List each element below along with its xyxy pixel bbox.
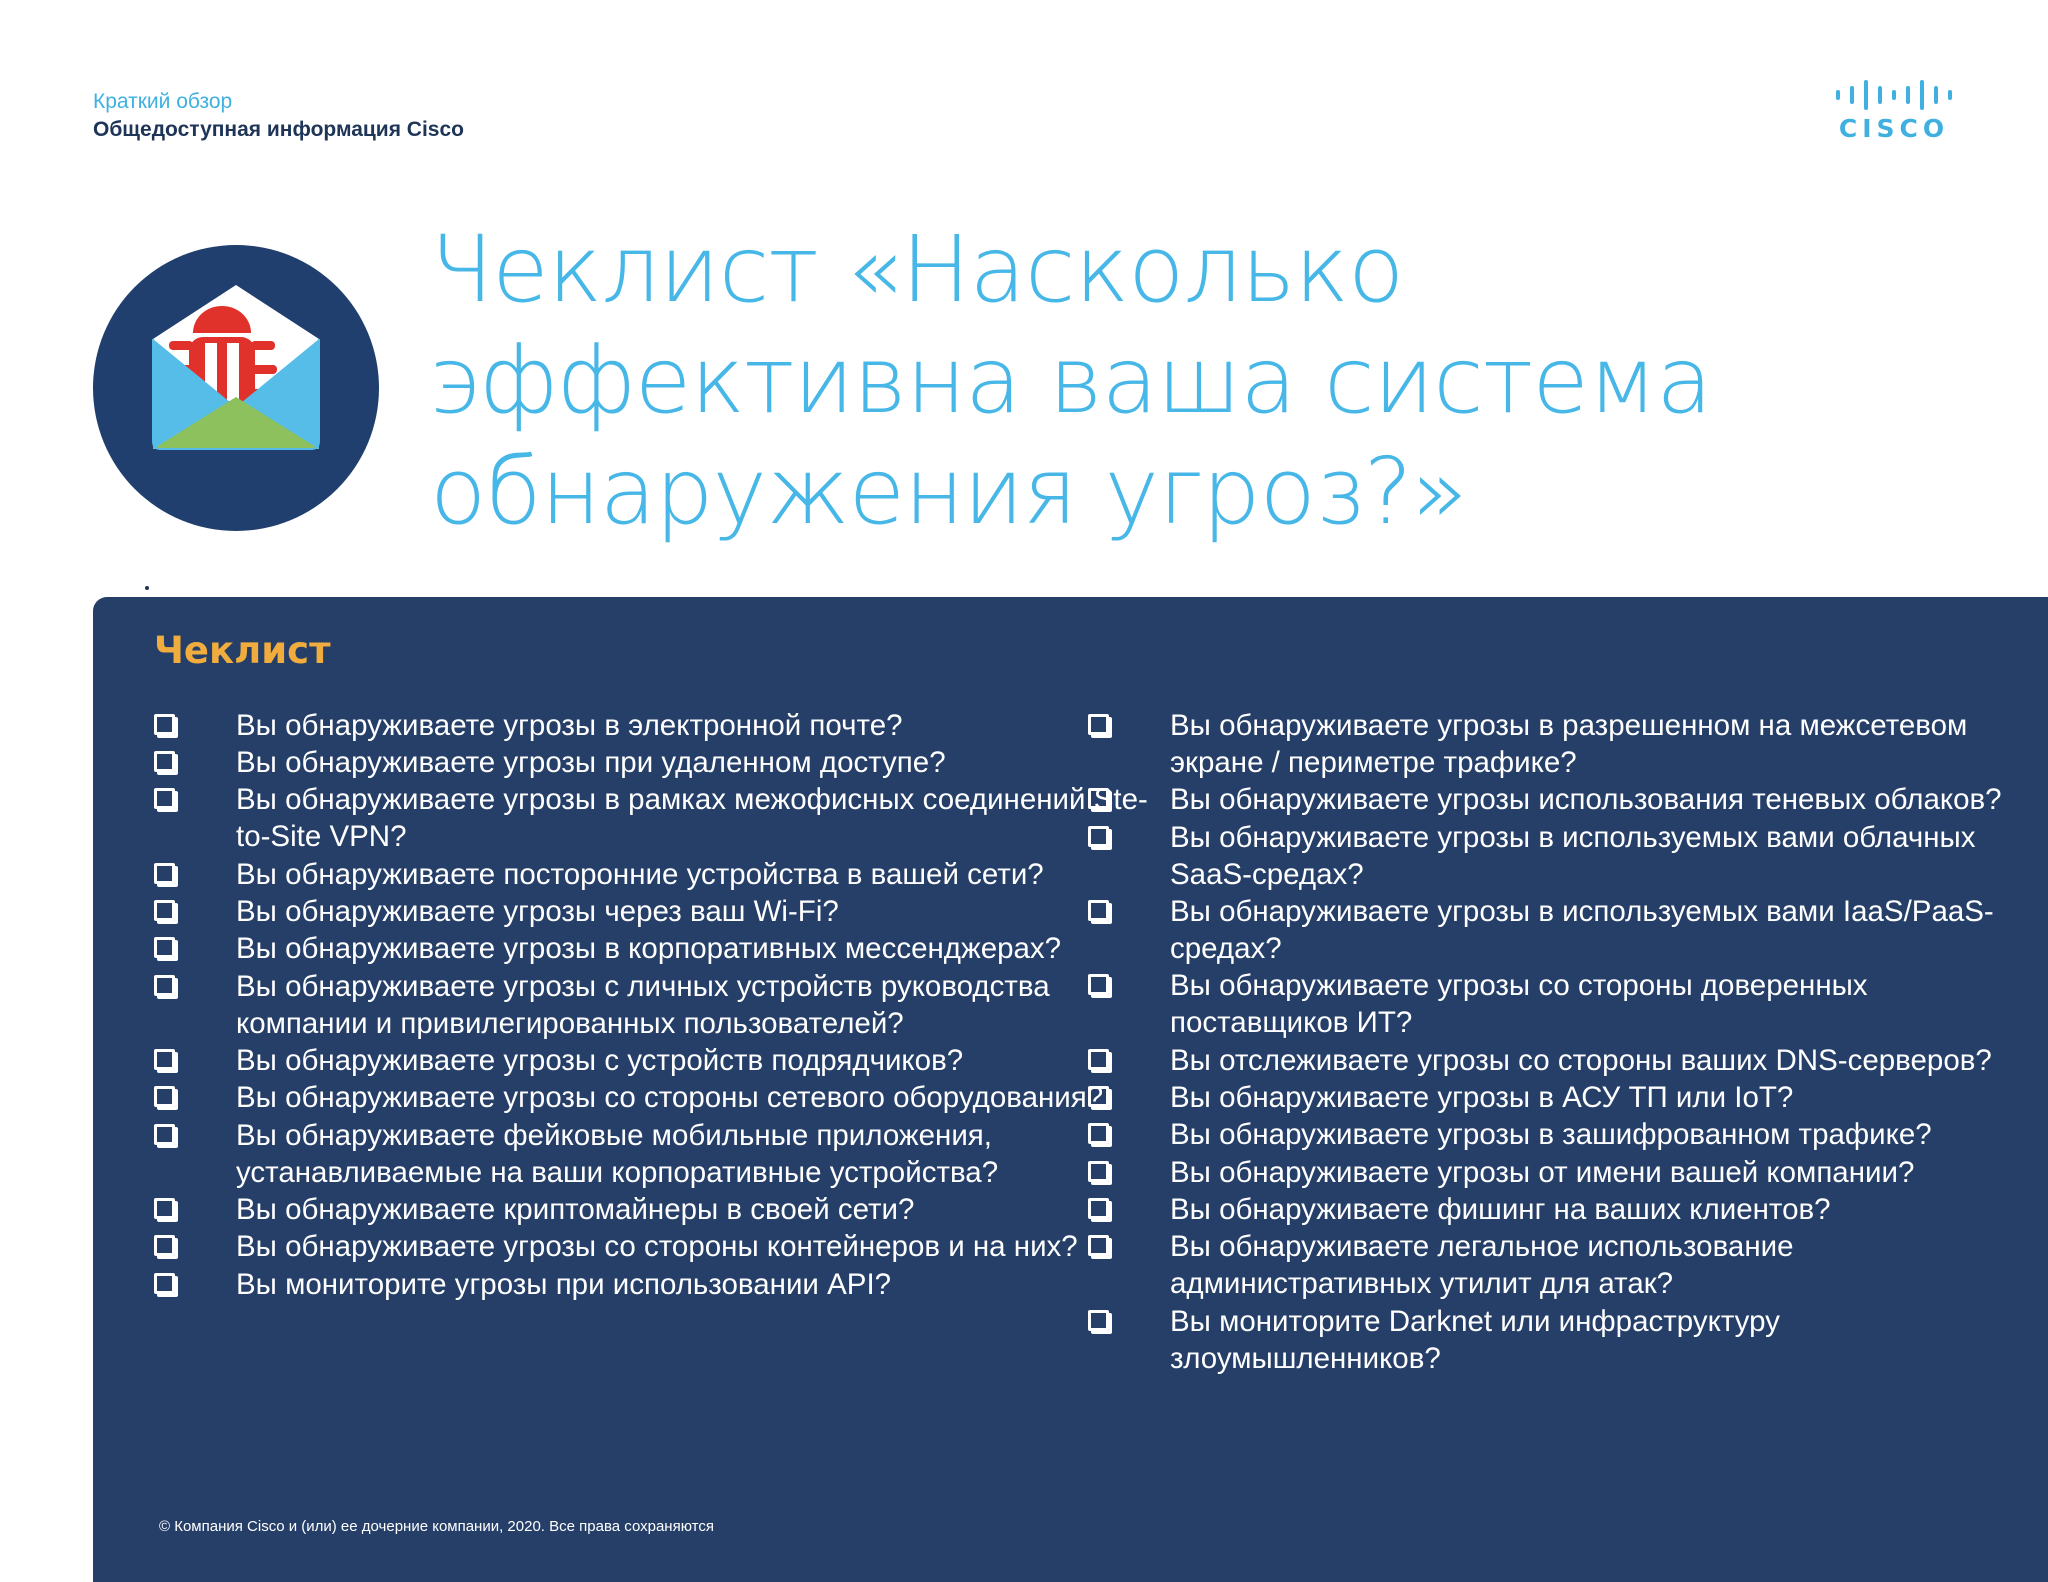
checkbox-icon[interactable]	[1088, 1123, 1109, 1144]
checklist-item[interactable]	[154, 707, 1154, 744]
checkbox-icon[interactable]	[154, 1124, 175, 1145]
cisco-logo-wordmark: CISCO	[1838, 114, 1950, 143]
checklist-item[interactable]	[154, 781, 1154, 855]
checklist-heading: Чеклист	[154, 629, 331, 672]
checklist-item-text: Вы обнаруживаете фейковые мобильные приложения, устанавливаемые на ваши корпоративные устройства?	[236, 1119, 999, 1189]
checklist-panel	[93, 597, 2048, 1582]
checklist-item[interactable]	[1088, 1042, 2028, 1079]
checklist-item[interactable]	[154, 856, 1154, 893]
checkbox-icon[interactable]	[154, 863, 175, 884]
checklist-item-text: Вы обнаруживаете криптомайнеры в своей сети?	[236, 1193, 915, 1226]
checkbox-icon[interactable]	[1088, 788, 1109, 809]
checklist-item-text: Вы обнаруживаете угрозы в корпоративных мессенджерах?	[236, 932, 1062, 965]
checklist-item[interactable]	[1088, 707, 2028, 781]
checklist-item[interactable]	[154, 1228, 1154, 1265]
checklist-item-text: Вы обнаруживаете угрозы со стороны контейнеров и на них?	[236, 1230, 1078, 1263]
checklist-item[interactable]	[154, 1079, 1154, 1116]
checklist-item-text: Вы обнаруживаете угрозы с устройств подрядчиков?	[236, 1044, 964, 1077]
copyright-note: © Компания Cisco и (или) ее дочерние компании, 2020. Все права сохраняются	[159, 1518, 714, 1535]
checkbox-icon[interactable]	[1088, 974, 1109, 995]
checklist-item[interactable]	[1088, 1191, 2028, 1228]
checklist-item[interactable]	[1088, 781, 2028, 818]
checklist-item-text: Вы обнаруживаете легальное использование административных утилит для атак?	[1170, 1230, 1794, 1300]
envelope-bug-icon	[93, 245, 379, 531]
checklist-item[interactable]	[154, 1042, 1154, 1079]
checklist-item[interactable]	[1088, 1228, 2028, 1302]
checklist-item-text: Вы мониторите Darknet или инфраструктуру злоумышленников?	[1170, 1305, 1780, 1375]
checklist-item-text: Вы отслеживаете угрозы со стороны ваших DNS-серверов?	[1170, 1044, 1992, 1077]
checklist-item[interactable]	[154, 744, 1154, 781]
checklist-item[interactable]	[1088, 893, 2028, 967]
checklist-item[interactable]	[154, 930, 1154, 967]
checkbox-icon[interactable]	[1088, 1235, 1109, 1256]
checkbox-icon[interactable]	[154, 975, 175, 996]
header-kicker: Краткий обзор	[93, 90, 233, 113]
checklist-item-text: Вы обнаруживаете посторонние устройства в вашей сети?	[236, 858, 1044, 891]
checklist-item[interactable]	[1088, 967, 2028, 1041]
checklist-right-column	[1088, 707, 2028, 1377]
checklist-item-text: Вы обнаруживаете угрозы в АСУ ТП или IoT?	[1170, 1081, 1794, 1114]
cisco-logo	[1836, 78, 1952, 146]
checkbox-icon[interactable]	[1088, 1310, 1109, 1331]
checkbox-icon[interactable]	[1088, 1198, 1109, 1219]
checklist-item[interactable]	[154, 1117, 1154, 1191]
checkbox-icon[interactable]	[1088, 714, 1109, 735]
checklist-item-text: Вы обнаруживаете угрозы в разрешенном на межсетевом экране / периметре трафике?	[1170, 709, 1968, 779]
checkbox-icon[interactable]	[1088, 900, 1109, 921]
checklist-item[interactable]	[1088, 1154, 2028, 1191]
checklist-item[interactable]	[1088, 1079, 2028, 1116]
checkbox-icon[interactable]	[154, 714, 175, 735]
checkbox-icon[interactable]	[154, 1086, 175, 1107]
checkbox-icon[interactable]	[154, 1235, 175, 1256]
checklist-item-text: Вы обнаруживаете угрозы при удаленном доступе?	[236, 746, 946, 779]
classification-label: Общедоступная информация Cisco	[93, 118, 464, 141]
checklist-item-text: Вы обнаруживаете угрозы от имени вашей компании?	[1170, 1156, 1915, 1189]
stray-dot	[145, 586, 149, 590]
checkbox-icon[interactable]	[154, 1049, 175, 1070]
checkbox-icon[interactable]	[154, 788, 175, 809]
checkbox-icon[interactable]	[154, 900, 175, 921]
checklist-item-text: Вы мониторите угрозы при использовании API?	[236, 1268, 892, 1301]
checkbox-icon[interactable]	[1088, 1161, 1109, 1182]
checkbox-icon[interactable]	[154, 751, 175, 772]
checklist-item[interactable]	[154, 1266, 1154, 1303]
checklist-item-text: Вы обнаруживаете угрозы со стороны сетевого оборудования?	[236, 1081, 1104, 1114]
checkbox-icon[interactable]	[1088, 826, 1109, 847]
checklist-item-text: Вы обнаруживаете угрозы в рамках межофисных соединений Ste-to-Site VPN?	[236, 783, 1148, 853]
checkbox-icon[interactable]	[1088, 1086, 1109, 1107]
checklist-item[interactable]	[154, 1191, 1154, 1228]
checkbox-icon[interactable]	[1088, 1049, 1109, 1070]
checkbox-icon[interactable]	[154, 1273, 175, 1294]
checklist-item[interactable]	[154, 893, 1154, 930]
checkbox-icon[interactable]	[154, 937, 175, 958]
page-title: Чеклист «Насколько эффективна ваша система обнаружения угроз?»	[430, 216, 1712, 545]
cisco-logo-bars-icon	[1836, 78, 1952, 112]
checklist-item-text: Вы обнаруживаете угрозы в используемых вами облачных SaaS-средах?	[1170, 821, 1976, 891]
checklist-item-text: Вы обнаруживаете угрозы со стороны доверенных поставщиков ИТ?	[1170, 969, 1868, 1039]
checklist-item-text: Вы обнаруживаете угрозы в зашифрованном трафике?	[1170, 1118, 1932, 1151]
checklist-item[interactable]	[154, 968, 1154, 1042]
checklist-item-text: Вы обнаруживаете угрозы в используемых вами IaaS/PaaS-средах?	[1170, 895, 1994, 965]
checklist-item[interactable]	[1088, 1303, 2028, 1377]
checklist-item[interactable]	[1088, 819, 2028, 893]
checklist-left-column	[154, 707, 1154, 1303]
checklist-item-text: Вы обнаруживаете фишинг на ваших клиентов?	[1170, 1193, 1831, 1226]
checklist-item-text: Вы обнаруживаете угрозы с личных устройств руководства компании и привилегированных пользователей?	[236, 970, 1050, 1040]
checklist-item-text: Вы обнаруживаете угрозы через ваш Wi-Fi?	[236, 895, 839, 928]
checklist-item[interactable]	[1088, 1116, 2028, 1153]
checklist-item-text: Вы обнаруживаете угрозы использования теневых облаков?	[1170, 783, 2002, 816]
checkbox-icon[interactable]	[154, 1198, 175, 1219]
checklist-item-text: Вы обнаруживаете угрозы в электронной почте?	[236, 709, 903, 742]
